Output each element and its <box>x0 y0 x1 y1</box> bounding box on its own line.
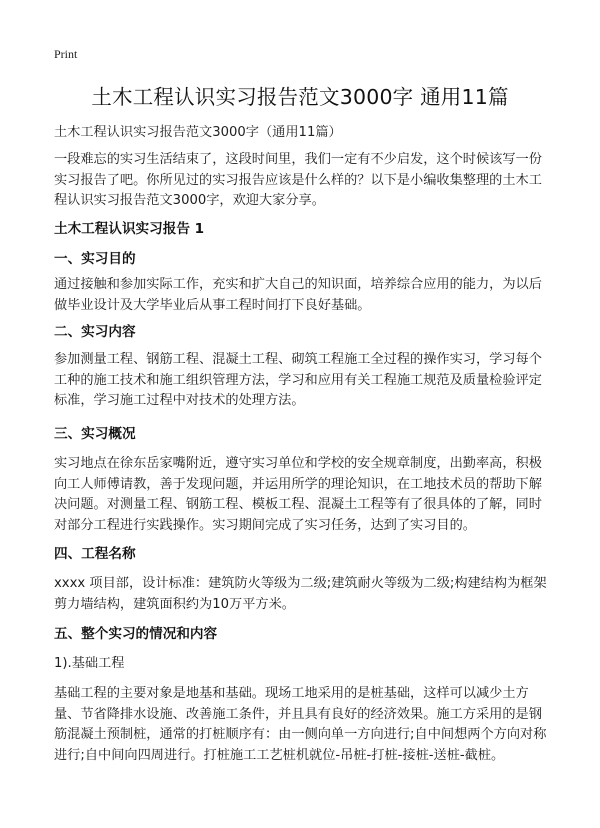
section-heading-project-name: 四、工程名称 <box>54 546 136 562</box>
section-heading-purpose: 一、实习目的 <box>54 251 136 267</box>
intro-paragraph: 一段难忘的实习生活结束了，这段时间里，我们一定有不少启发，这个时候该写一份实习报告了吧。你所见过的实习报告应该是什么样的？以下是小编收集整理的土木工程认识实习报告范文3000字，欢迎大家分享。 <box>54 152 542 209</box>
section-body-foundation: 基础工程的主要对象是地基和基础。现场工地采用的是桩基础，这样可以减少土方量、节省降排水设施、改善施工条件，并且具有良好的经济效果。施工方采用的是钢筋混凝土预制桩，通常的打桩顺序有：由一侧向单一方向进行;自中间想两个方向对称进行;自中间向四周进行。打桩施工工艺桩机就位-吊桩-打桩-接桩-送桩-截桩。 <box>54 686 547 763</box>
document-subtitle: 土木工程认识实习报告范文3000字（通用11篇） <box>54 125 342 140</box>
section-body-project-name: xxxx 项目部，设计标准：建筑防火等级为二级;建筑耐火等级为二级;构建结构为框架剪力墙结构，建筑面积约为10万平方米。 <box>54 576 547 612</box>
section-body-purpose: 通过接触和参加实际工作，充实和扩大自己的知识面，培养综合应用的能力，为以后做毕业设计及大学毕业后从事工程时间打下良好基础。 <box>54 277 542 313</box>
print-label: Print <box>54 47 78 61</box>
section-heading-content: 二、实习内容 <box>54 324 136 340</box>
section-body-content: 参加测量工程、钢筋工程、混凝土工程、砌筑工程施工全过程的操作实习，学习每个工种的施工技术和施工组织管理方法，学习和应用有关工程施工规范及质量检验评定标准，学习施工过程中对技术的处理方法。 <box>54 352 542 409</box>
section-heading-overview: 三、实习概况 <box>54 426 136 442</box>
page-title: 土木工程认识实习报告范文3000字 通用11篇 <box>91 85 509 109</box>
subsection-heading-foundation: 1).基础工程 <box>54 656 125 671</box>
section-body-overview: 实习地点在徐东岳家嘴附近，遵守实习单位和学校的安全规章制度，出勤率高，积极向工人师傅请教，善于发现问题，并运用所学的理论知识，在工地技术员的帮助下解决问题。对测量工程、钢筋工程、模板工程、混凝土工程等有了很具体的了解，同时对部分工程进行实践操作。实习期间完成了实习任务，达到了实习目的。 <box>54 456 542 533</box>
section-heading-overall: 五、整个实习的情况和内容 <box>54 626 218 642</box>
report-heading: 土木工程认识实习报告 1 <box>54 221 205 237</box>
